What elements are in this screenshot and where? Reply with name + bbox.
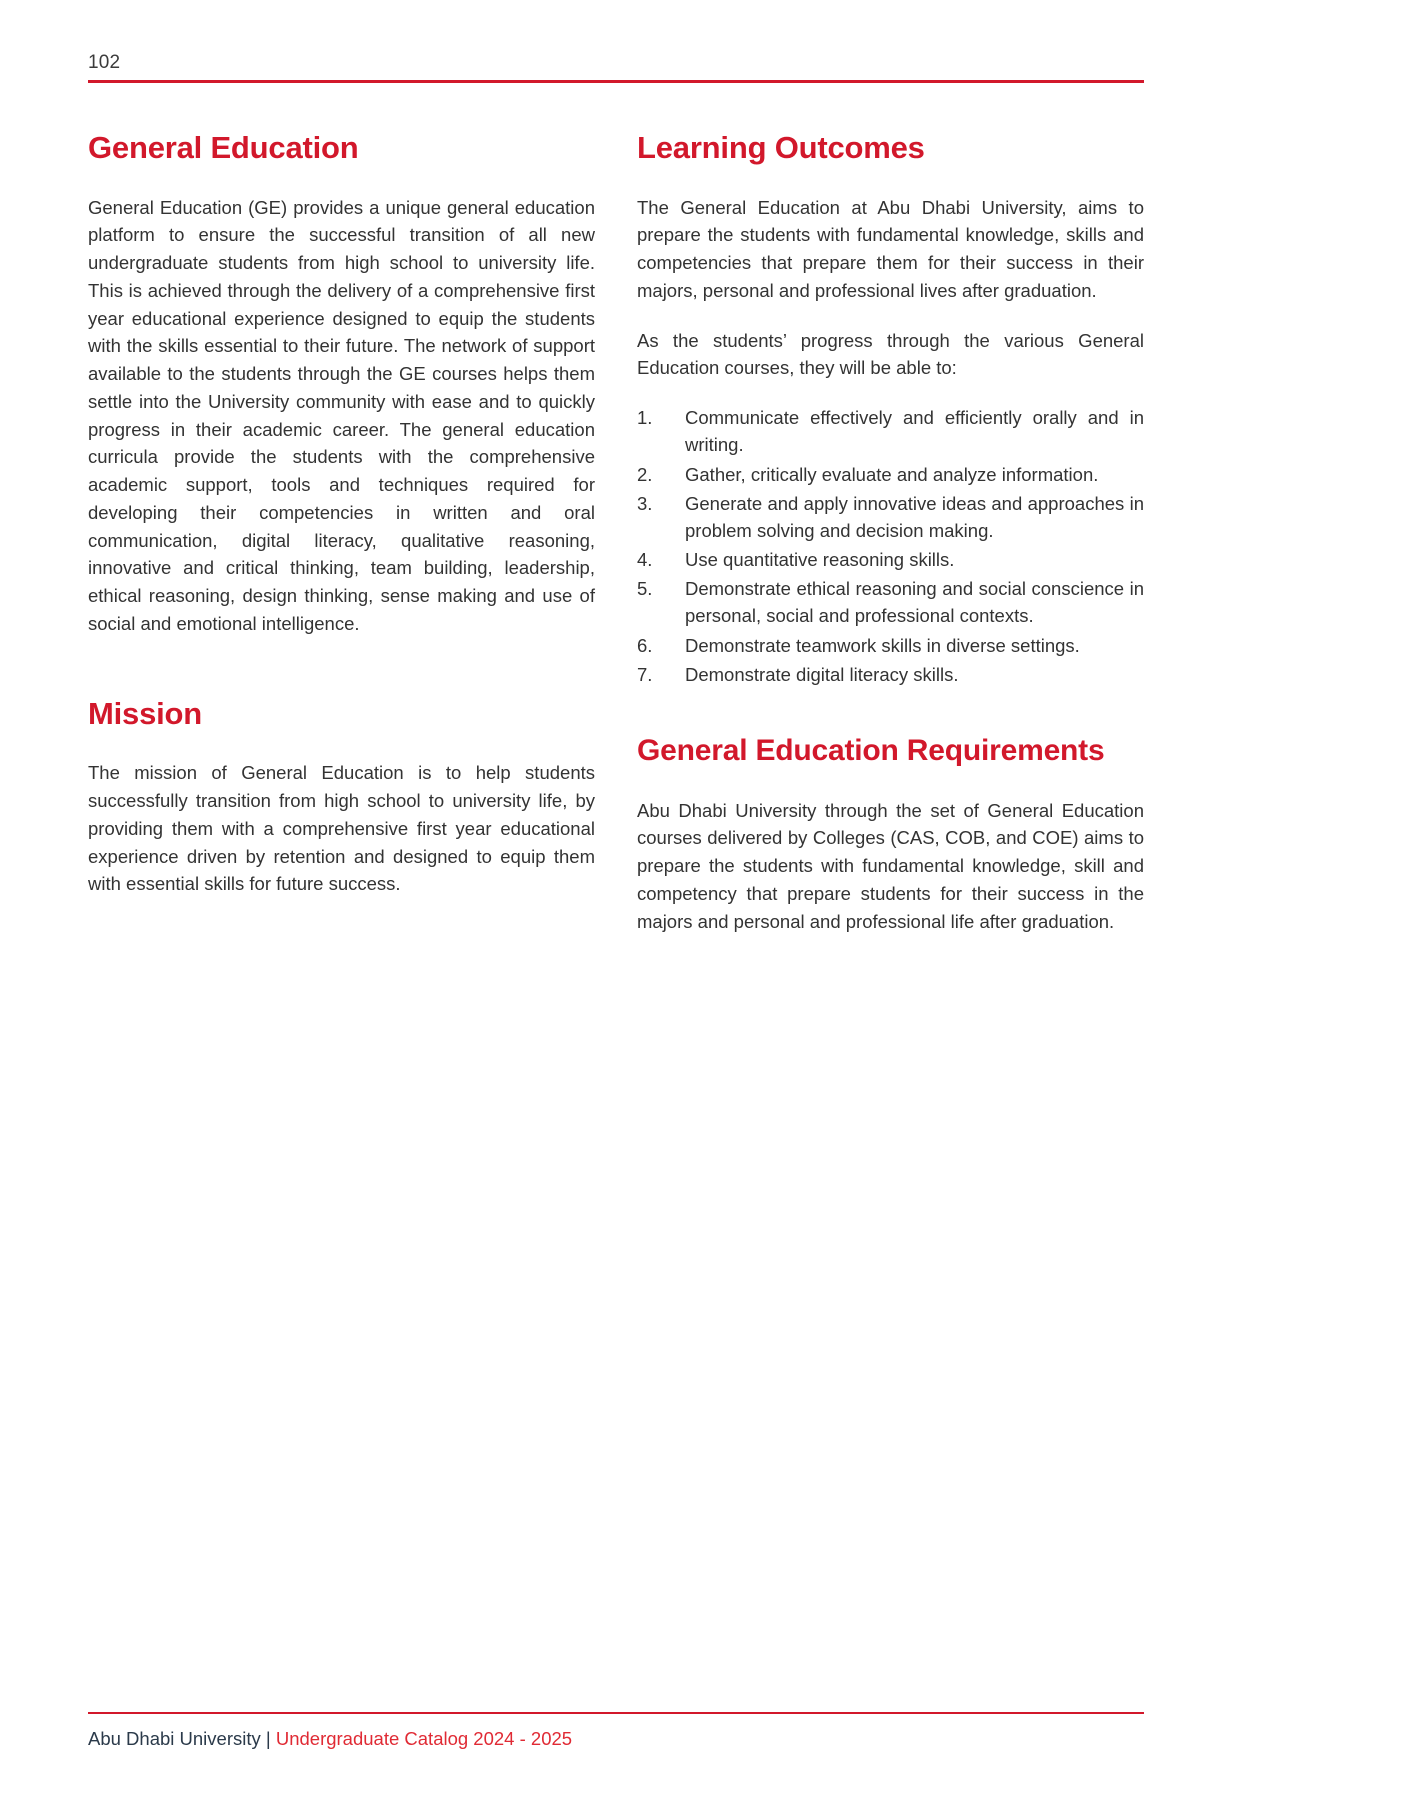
list-item: Communicate effectively and efficiently orally and in writing. (685, 407, 1144, 456)
general-education-requirements-heading: General Education Requirements (637, 734, 1105, 768)
list-item: Gather, critically evaluate and analyze information. (685, 463, 1099, 485)
footer-university-name: Abu Dhabi University (88, 1728, 261, 1750)
footer-catalog-label: Undergraduate Catalog 2024 - 2025 (275, 1728, 573, 1750)
header-divider (88, 80, 1144, 83)
page-number: 102 (88, 52, 121, 73)
page-content (88, 130, 1144, 935)
page-footer (88, 1712, 1144, 1752)
list-item: Generate and apply innovative ideas and approaches in problem solving and decision making. (685, 492, 1144, 541)
left-column (88, 130, 595, 935)
list-item: Use quantitative reasoning skills. (685, 549, 955, 571)
general-education-heading: General Education (88, 130, 359, 165)
learning-outcomes-intro-paragraph: The General Education at Abu Dhabi University, aims to prepare the students with fundamental knowledge, skills and competencies that prepare them for their success in their majors, personal and professional lives after graduation. (637, 196, 1144, 301)
page-header (88, 52, 1144, 83)
general-education-paragraph: General Education (GE) provides a unique general education platform to ensure the successful transition of all new undergraduate students from high school to university life. This is achieved through the delivery of a comprehensive first year educational experience designed to equip the students with the skills essential to their future. The network of support available to the students through the GE courses helps them settle into the University community with ease and to quickly progress in their academic career. The general education curricula provide the students with the comprehensive academic support, tools and techniques required for developing their competencies in written and oral communication, digital literacy, qualitative reasoning, innovative and critical thinking, team building, leadership, ethical reasoning, design thinking, sense making and use of social and emotional intelligence. (88, 196, 595, 634)
list-item: Demonstrate digital literacy skills. (685, 663, 959, 685)
learning-outcomes-heading: Learning Outcomes (637, 130, 925, 165)
learning-outcomes-list (637, 404, 1144, 688)
section-spacer (637, 690, 1144, 734)
mission-heading: Mission (88, 695, 203, 731)
section-spacer (88, 638, 595, 696)
footer-separator: | (265, 1728, 271, 1750)
learning-outcomes-lead-in-paragraph: As the students’ progress through the various General Education courses, they will be able to: (637, 329, 1144, 379)
list-item: Demonstrate teamwork skills in diverse settings. (685, 634, 1080, 656)
list-item: Demonstrate ethical reasoning and social conscience in personal, social and professional contexts. (685, 578, 1144, 627)
footer-text (88, 1726, 1144, 1752)
footer-divider (88, 1712, 1144, 1715)
mission-paragraph: The mission of General Education is to help students successfully transition from high school to university life, by providing them with a comprehensive first year educational experience driven by retention and designed to equip them with essential skills for future success. (88, 762, 595, 895)
right-column (637, 130, 1144, 935)
general-education-requirements-paragraph: Abu Dhabi University through the set of General Education courses delivered by Colleges (CAS, COB, and COE) aims to prepare the students with fundamental knowledge, skill and competency that prepare students for their success in the majors and personal and professional life after graduation. (637, 799, 1144, 932)
